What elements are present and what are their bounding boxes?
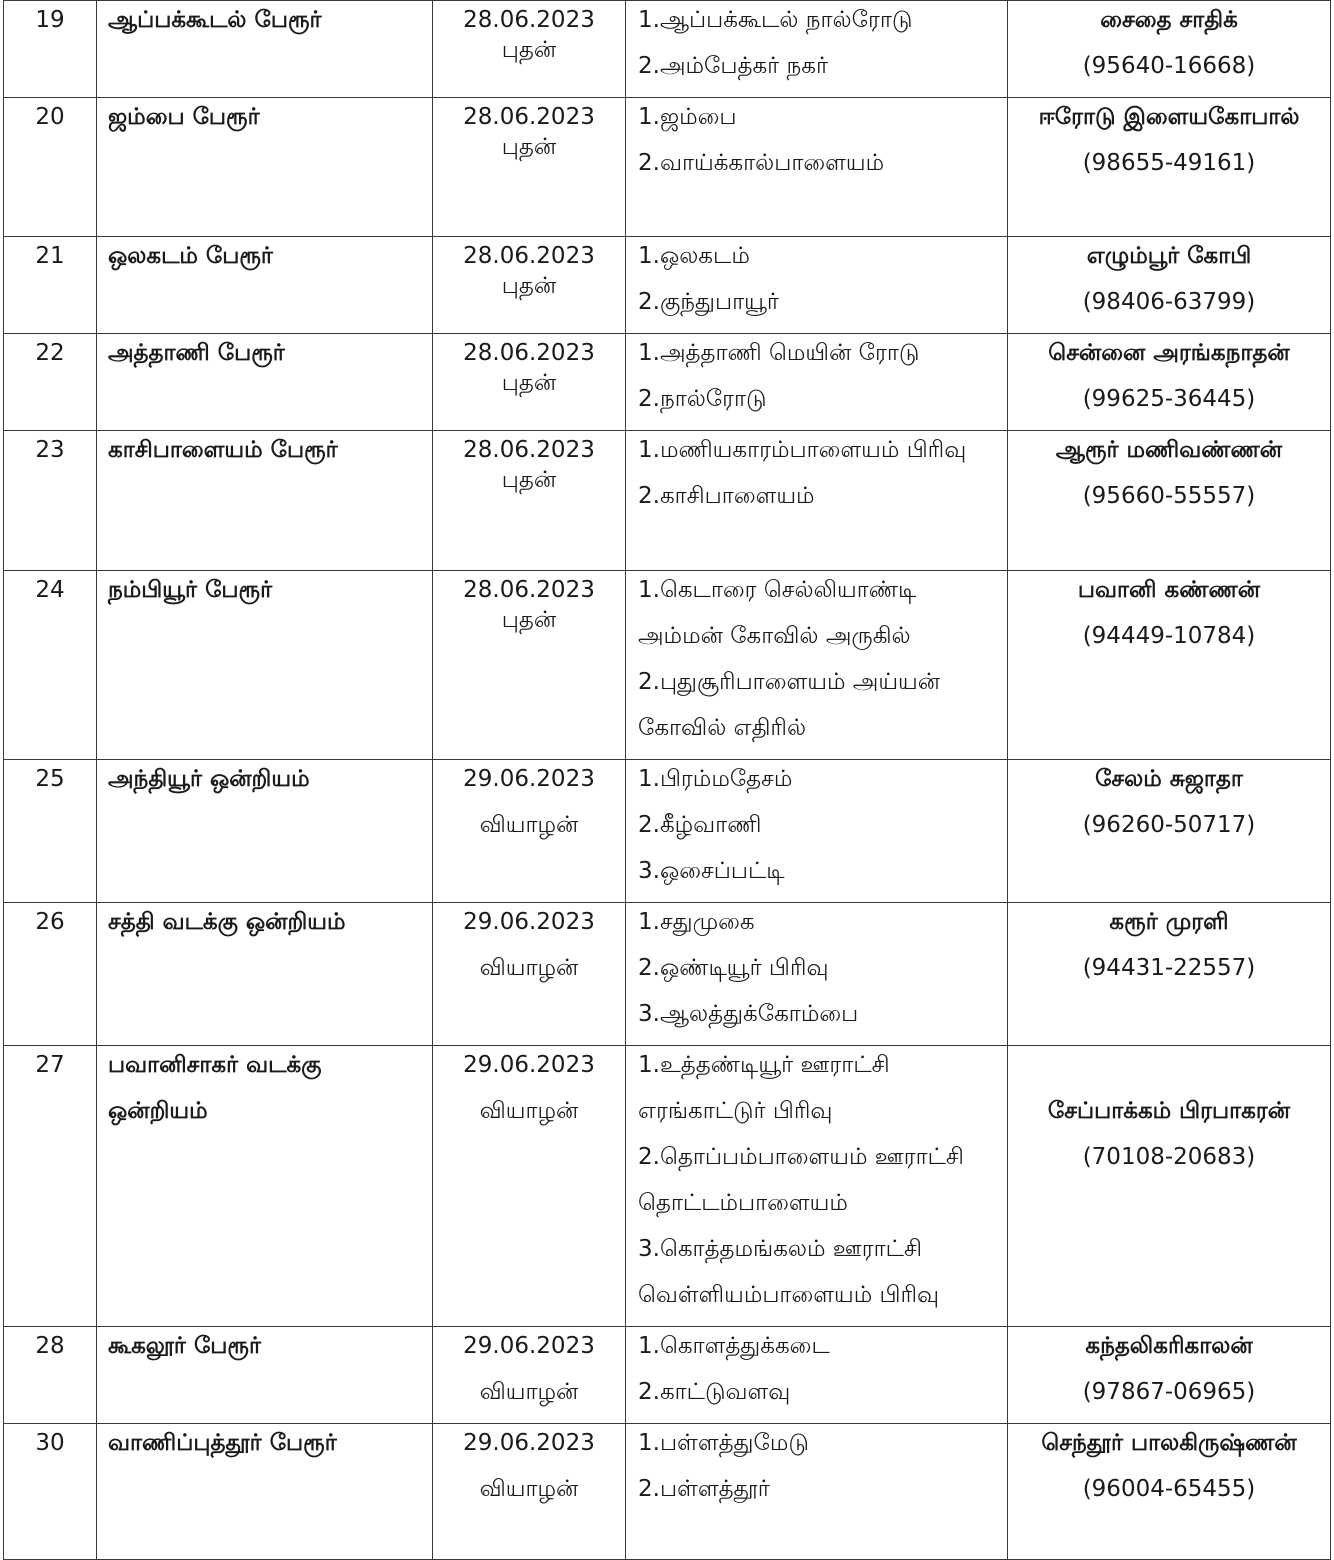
date-cell <box>433 571 626 760</box>
speaker-phone: (98406-63799) <box>1082 289 1256 315</box>
date-cell <box>433 1046 626 1327</box>
speaker-name: கரூர் முரளி <box>1109 909 1229 935</box>
table-row <box>4 903 1331 1046</box>
table-row <box>4 1424 1331 1560</box>
location-line: 1.ஆப்பக்கூடல் நால்ரோடு <box>638 7 913 33</box>
place-line: காசிபாளையம் பேரூர் <box>108 437 338 463</box>
table-row <box>4 571 1331 760</box>
date: 29.06.2023 <box>463 1333 595 1359</box>
location-line: வெள்ளியம்பாளையம் பிரிவு <box>638 1282 940 1308</box>
table-row <box>4 334 1331 431</box>
speaker-phone: (95640-16668) <box>1082 53 1256 79</box>
date: 29.06.2023 <box>463 1052 595 1078</box>
date: 29.06.2023 <box>463 766 595 792</box>
date-cell <box>433 1327 626 1424</box>
speaker-name: எழும்பூர் கோபி <box>1086 243 1252 269</box>
place-name <box>97 431 433 571</box>
location-line: 2.ஒண்டியூர் பிரிவு <box>638 955 829 981</box>
speaker-cell <box>1008 431 1331 571</box>
place-name <box>97 571 433 760</box>
place-line: கூகலூர் பேரூர் <box>108 1333 261 1359</box>
serial-number: 25 <box>4 760 97 903</box>
date-cell <box>433 1424 626 1560</box>
location-line: 2.பள்ளத்தூர் <box>638 1476 770 1502</box>
table-row <box>4 1327 1331 1424</box>
date: 29.06.2023 <box>463 909 595 935</box>
location-line: 2.புதுசூரிபாளையம் அய்யன் <box>638 669 941 695</box>
day: புதன் <box>501 370 557 396</box>
location-line: 2.அம்பேத்கர் நகர் <box>638 53 828 79</box>
speaker-name: செந்தூர் பாலகிருஷ்ணன் <box>1041 1430 1297 1456</box>
place-line: ஒன்றியம் <box>108 1098 208 1124</box>
serial-number: 20 <box>4 98 97 237</box>
place-line: நம்பியூர் பேரூர் <box>108 577 273 603</box>
location-line: 3.ஒசைப்பட்டி <box>638 858 785 884</box>
date: 28.06.2023 <box>463 437 595 463</box>
speaker-cell <box>1008 571 1331 760</box>
table-row <box>4 98 1331 237</box>
place-line: ஆப்பக்கூடல் பேரூர் <box>108 7 322 33</box>
date-cell <box>433 1 626 98</box>
place-line: வாணிப்புத்தூர் பேரூர் <box>108 1430 337 1456</box>
day: புதன் <box>501 607 557 633</box>
place-line: அந்தியூர் ஒன்றியம் <box>108 766 310 792</box>
table-row <box>4 431 1331 571</box>
location-line: கோவில் எதிரில் <box>638 715 807 741</box>
speaker-name: சென்னை அரங்கநாதன் <box>1048 340 1290 366</box>
place-name <box>97 98 433 237</box>
table-row <box>4 760 1331 903</box>
speaker-phone: (94431-22557) <box>1082 955 1256 981</box>
locations <box>626 98 1008 237</box>
location-line: 1.உத்தண்டியூர் ஊராட்சி <box>638 1052 890 1078</box>
speaker-cell <box>1008 903 1331 1046</box>
table-row <box>4 237 1331 334</box>
serial-number: 23 <box>4 431 97 571</box>
date-cell <box>433 903 626 1046</box>
date: 28.06.2023 <box>463 577 595 603</box>
locations <box>626 1 1008 98</box>
day: வியாழன் <box>479 1476 579 1502</box>
schedule-table <box>3 0 1331 1560</box>
speaker-cell <box>1008 237 1331 334</box>
day: புதன் <box>501 37 557 63</box>
date: 28.06.2023 <box>463 340 595 366</box>
place-line: அத்தாணி பேரூர் <box>108 340 285 366</box>
day: புதன் <box>501 467 557 493</box>
place-name <box>97 1 433 98</box>
location-line: 1.ஒலகடம் <box>638 243 750 269</box>
place-line: சத்தி வடக்கு ஒன்றியம் <box>108 909 346 935</box>
location-line: 1.மணியகாரம்பாளையம் பிரிவு <box>638 437 967 463</box>
speaker-phone: (99625-36445) <box>1082 386 1256 412</box>
location-line: 1.கொளத்துக்கடை <box>638 1333 830 1359</box>
speaker-cell <box>1008 98 1331 237</box>
day: வியாழன் <box>479 1098 579 1124</box>
date: 28.06.2023 <box>463 243 595 269</box>
date-cell <box>433 431 626 571</box>
speaker-name: சேலம் சுஜாதா <box>1095 766 1243 792</box>
speaker-cell <box>1008 1 1331 98</box>
location-line: 2.தொப்பம்பாளையம் ஊராட்சி <box>638 1144 964 1170</box>
speaker-name: சைதை சாதிக் <box>1100 7 1238 33</box>
speaker-phone: (95660-55557) <box>1082 483 1256 509</box>
place-name <box>97 903 433 1046</box>
place-line: ஜம்பை பேரூர் <box>108 104 260 130</box>
speaker-cell <box>1008 760 1331 903</box>
speaker-cell <box>1008 1046 1331 1327</box>
location-line: 2.காட்டுவளவு <box>638 1379 791 1405</box>
location-line: 1.அத்தாணி மெயின் ரோடு <box>638 340 920 366</box>
speaker-phone: (94449-10784) <box>1082 623 1256 649</box>
location-line: 1.ஜம்பை <box>638 104 737 130</box>
location-line: 2.கீழ்வாணி <box>638 812 762 838</box>
serial-number: 24 <box>4 571 97 760</box>
location-line: 1.கெடாரை செல்லியாண்டி <box>638 577 917 603</box>
date-cell <box>433 98 626 237</box>
locations <box>626 334 1008 431</box>
location-line: 2.காசிபாளையம் <box>638 483 815 509</box>
place-line: ஒலகடம் பேரூர் <box>108 243 273 269</box>
locations <box>626 571 1008 760</box>
speaker-phone: (96260-50717) <box>1082 812 1256 838</box>
date: 28.06.2023 <box>463 7 595 33</box>
location-line: 1.சதுமுகை <box>638 909 755 935</box>
locations <box>626 237 1008 334</box>
location-line: 3.ஆலத்துக்கோம்பை <box>638 1001 859 1027</box>
locations <box>626 903 1008 1046</box>
place-name <box>97 1327 433 1424</box>
speaker-name: ஈரோடு இளையகோபால் <box>1038 104 1300 130</box>
serial-number: 21 <box>4 237 97 334</box>
serial-number: 27 <box>4 1046 97 1327</box>
serial-number: 19 <box>4 1 97 98</box>
location-line: 1.பிரம்மதேசம் <box>638 766 793 792</box>
location-line: தொட்டம்பாளையம் <box>638 1190 848 1216</box>
speaker-phone: (70108-20683) <box>1082 1144 1256 1170</box>
location-line: 2.குந்துபாயூர் <box>638 289 779 315</box>
location-line: அம்மன் கோவில் அருகில் <box>638 623 911 649</box>
day: வியாழன் <box>479 812 579 838</box>
location-line: 2.நால்ரோடு <box>638 386 767 412</box>
location-line: 3.கொத்தமங்கலம் ஊராட்சி <box>638 1236 922 1262</box>
locations <box>626 431 1008 571</box>
speaker-cell <box>1008 1424 1331 1560</box>
serial-number: 26 <box>4 903 97 1046</box>
day: வியாழன் <box>479 955 579 981</box>
place-name <box>97 1046 433 1327</box>
table-row <box>4 1046 1331 1327</box>
date: 29.06.2023 <box>463 1430 595 1456</box>
date-cell <box>433 760 626 903</box>
day: புதன் <box>501 134 557 160</box>
date-cell <box>433 237 626 334</box>
speaker-name: ஆரூர் மணிவண்ணன் <box>1055 437 1283 463</box>
location-line: எரங்காட்டுர் பிரிவு <box>638 1098 833 1124</box>
speaker-cell <box>1008 334 1331 431</box>
location-line: 2.வாய்க்கால்பாளையம் <box>638 150 885 176</box>
place-line: பவானிசாகர் வடக்கு <box>108 1052 322 1078</box>
date: 28.06.2023 <box>463 104 595 130</box>
locations <box>626 1327 1008 1424</box>
locations <box>626 760 1008 903</box>
serial-number: 30 <box>4 1424 97 1560</box>
speaker-phone: (98655-49161) <box>1082 150 1256 176</box>
speaker-phone: (96004-65455) <box>1082 1476 1256 1502</box>
speaker-name: கந்தலிகரிகாலன் <box>1085 1333 1253 1359</box>
place-name <box>97 1424 433 1560</box>
table-row <box>4 1 1331 98</box>
day: புதன் <box>501 273 557 299</box>
location-line: 1.பள்ளத்துமேடு <box>638 1430 809 1456</box>
locations <box>626 1046 1008 1327</box>
place-name <box>97 334 433 431</box>
place-name <box>97 760 433 903</box>
date-cell <box>433 334 626 431</box>
day: வியாழன் <box>479 1379 579 1405</box>
place-name <box>97 237 433 334</box>
speaker-phone: (97867-06965) <box>1082 1379 1256 1405</box>
speaker-cell <box>1008 1327 1331 1424</box>
serial-number: 22 <box>4 334 97 431</box>
speaker-name: பவானி கண்ணன் <box>1077 577 1261 603</box>
serial-number: 28 <box>4 1327 97 1424</box>
locations <box>626 1424 1008 1560</box>
speaker-name: சேப்பாக்கம் பிரபாகரன் <box>1047 1098 1291 1124</box>
